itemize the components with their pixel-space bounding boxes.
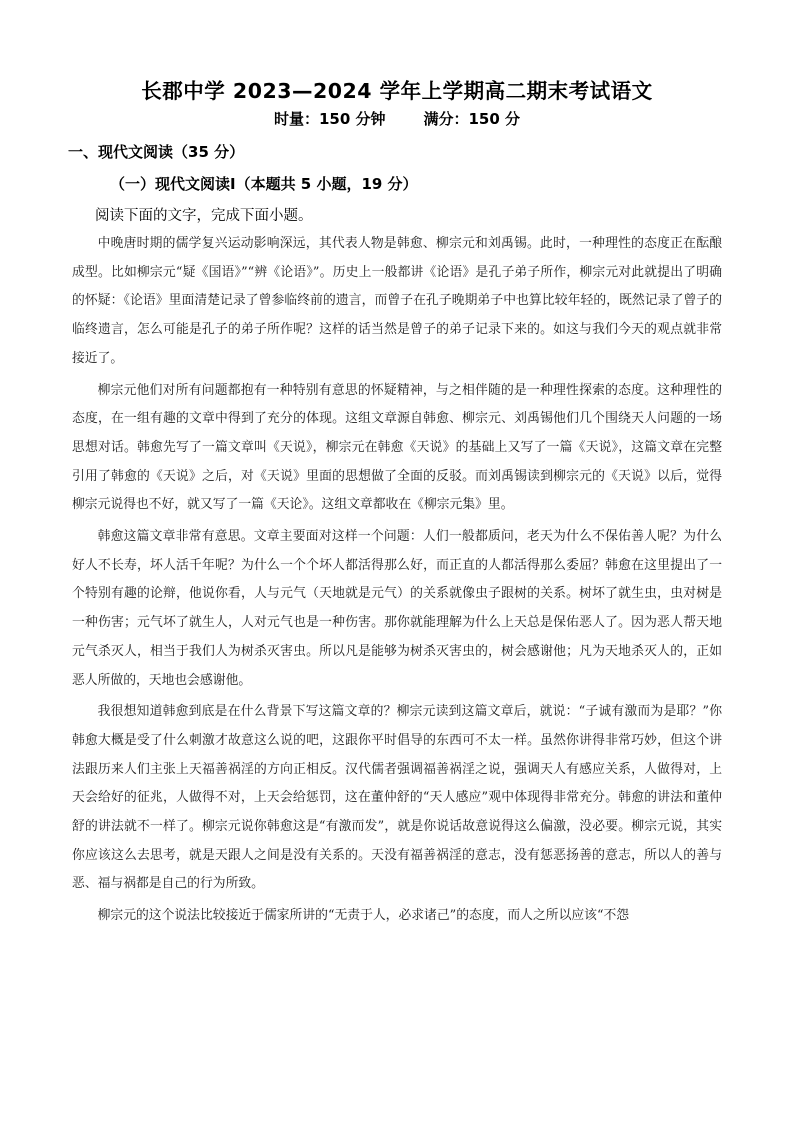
full-score: 满分：150 分 [423, 110, 521, 128]
passage-paragraph: 柳宗元他们对所有问题都抱有一种特别有意思的怀疑精神，与之相伴随的是一种理性探索的态度。这种理性的态度，在一组有趣的文章中得到了充分的体现。这组文章源自韩愈、柳宗元、刘禹锡他们几个围绕天人问题的一场思想对话。韩愈先写了一篇文章叫《天说》，柳宗元在韩愈《天说》的基础上又写了一篇《天说》，这篇文章在完整引用了韩愈的《天说》之后，对《天说》里面的思想做了全面的反驳。而刘禹锡读到柳宗元的《天说》以后，觉得柳宗元说得也不好，就又写了一篇《天论》。这组文章都收在《柳宗元集》里。 [72, 382, 722, 513]
time-limit: 时量：150 分钟 [273, 110, 386, 128]
passage-paragraph: 韩愈这篇文章非常有意思。文章主要面对这样一个问题：人们一般都质问，老天为什么不保佑善人呢？为什么好人不长寿，坏人活千年呢？为什么一个个坏人都活得那么好，而正直的人都活得那么委屈？韩愈在这里提出了一个特别有趣的论辩，他说你看，人与元气（天地就是元气）的关系就像虫子跟树的关系。树坏了就生虫，虫对树是一种伤害；元气坏了就生人，人对元气也是一种伤害。那你就能理解为什么上天总是保佑恶人了。因为恶人帮天地元气杀灭人，相当于我们人为树杀灭害虫。所以凡是能够为树杀灭害虫的，树会感谢他；凡为天地杀灭人的，正如恶人所做的，天地也会感谢他。 [72, 529, 722, 688]
passage-body [72, 230, 722, 934]
reading-instruction: 阅读下面的文字，完成下面小题。 [95, 208, 313, 224]
exam-meta [0, 108, 794, 129]
subsection-heading: （一）现代文阅读Ⅰ（本题共 5 小题，19 分） [110, 175, 418, 193]
passage-paragraph: 我很想知道韩愈到底是在什么背景下写这篇文章的？柳宗元读到这篇文章后，就说：“子诚有激而为是耶？”你韩愈大概是受了什么刺激才故意这么说的吧，这跟你平时倡导的东西可不太一样。虽然你讲得非常巧妙，但这个讲法跟历来人们主张上天福善祸淫的方向正相反。汉代儒者强调福善祸淫之说，强调天人有感应关系，人做得对，上天会给好的征兆，人做得不对，上天会给惩罚，这在董仲舒的“天人感应”观中体现得非常充分。韩愈的讲法和董仲舒的讲法就不一样了。柳宗元说你韩愈这是“有激而发”，就是你说话故意说得这么偏激，没必要。柳宗元说，其实你应该这么去思考，就是天跟人之间是没有关系的。天没有福善祸淫的意志，没有惩恶扬善的意志，所以人的善与恶、福与祸都是自己的行为所致。 [72, 704, 722, 892]
passage-paragraph: 柳宗元的这个说法比较接近于儒家所讲的“无责于人，必求诸己”的态度，而人之所以应该“不怨 [97, 908, 630, 924]
section-heading: 一、现代文阅读（35 分） [68, 143, 245, 161]
exam-title: 长郡中学 2023—2024 学年上学期高二期末考试语文 [141, 79, 653, 103]
passage-paragraph: 中晚唐时期的儒学复兴运动影响深远，其代表人物是韩愈、柳宗元和刘禹锡。此时，一种理性的态度正在酝酿成型。比如柳宗元“疑《国语》”“辨《论语》”。历史上一般都讲《论语》是孔子弟子所作，柳宗元对此就提出了明确的怀疑：《论语》里面清楚记录了曾参临终前的遗言，而曾子在孔子晚期弟子中也算比较年轻的，既然记录了曾子的临终遗言，怎么可能是孔子的弟子所作呢？这样的话当然是曾子的弟子记录下来的。如这与我们今天的观点就非常接近了。 [72, 236, 722, 366]
